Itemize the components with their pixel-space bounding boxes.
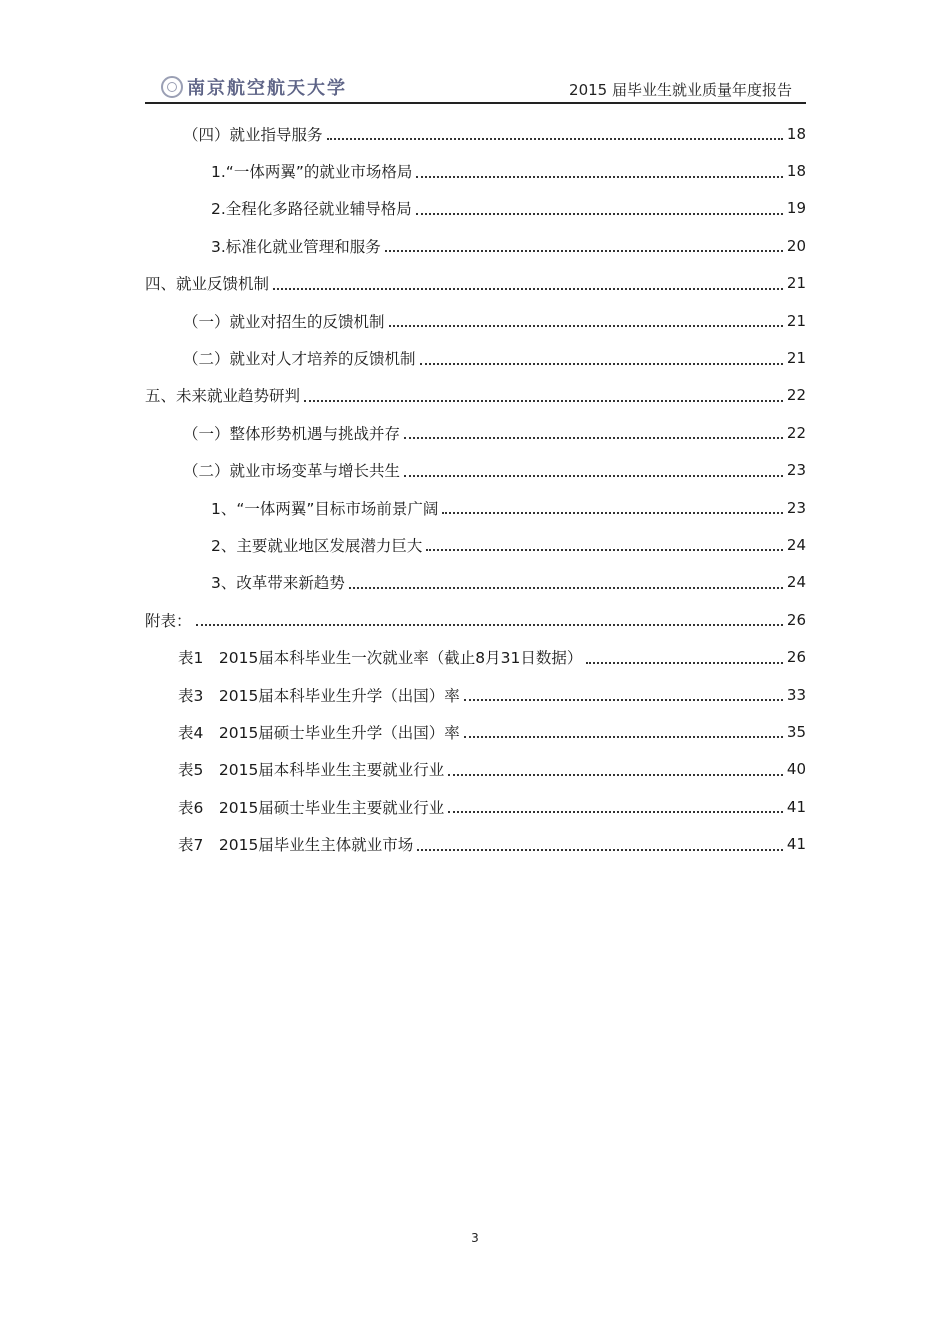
university-seal-icon: [161, 76, 183, 98]
toc-entry-label: （一）就业对招生的反馈机制: [183, 310, 387, 332]
toc-entry-label: 1.“一体两翼”的就业市场格局: [211, 160, 414, 182]
toc-entry[interactable]: [145, 265, 806, 302]
toc-entry-page: 21: [786, 311, 806, 330]
toc-entry-label: 表4 2015届硕士毕业生升学（出国）率: [178, 721, 462, 743]
toc-entry-page: 19: [786, 199, 806, 218]
toc-entry[interactable]: [145, 414, 806, 451]
toc-leader-dots: [385, 249, 783, 252]
toc-entry-page: 22: [786, 423, 806, 442]
toc-leader-dots: [464, 698, 783, 701]
toc-entry-page: 18: [786, 124, 806, 143]
toc-entry-page: 41: [786, 835, 806, 854]
toc-entry[interactable]: [145, 377, 806, 414]
toc-leader-dots: [420, 362, 783, 365]
toc-leader-dots: [448, 773, 783, 776]
toc-entry[interactable]: [145, 489, 806, 526]
toc-entry[interactable]: [145, 190, 806, 227]
toc-entry[interactable]: [145, 302, 806, 339]
toc-entry-page: 20: [786, 236, 806, 255]
toc-entry-page: 26: [786, 610, 806, 629]
page-number: 3: [471, 1231, 479, 1245]
toc-entry-label: （二）就业市场变革与增长共生: [183, 459, 402, 481]
toc-entry[interactable]: [145, 788, 806, 825]
toc-entry-label: 表3 2015届本科毕业生升学（出国）率: [178, 684, 462, 706]
toc-entry[interactable]: [145, 115, 806, 152]
toc-entry-label: 表6 2015届硕士毕业生主要就业行业: [178, 796, 446, 818]
toc-entry-page: 18: [786, 162, 806, 181]
toc-entry-label: 四、就业反馈机制: [145, 272, 271, 294]
toc-entry[interactable]: [145, 564, 806, 601]
toc-leader-dots: [442, 511, 782, 514]
toc-leader-dots: [304, 399, 783, 402]
toc-leader-dots: [327, 137, 783, 140]
toc-leader-dots: [586, 661, 783, 664]
toc-entry[interactable]: [145, 227, 806, 264]
toc-entry[interactable]: [145, 825, 806, 862]
toc-entry-page: 26: [786, 648, 806, 667]
toc-entry[interactable]: [145, 713, 806, 750]
toc-entry-label: 3、改革带来新趋势: [211, 571, 347, 593]
toc-entry-label: 2、主要就业地区发展潜力巨大: [211, 534, 424, 556]
university-logo: [161, 74, 347, 100]
toc-entry[interactable]: [145, 526, 806, 563]
table-of-contents: [145, 115, 806, 863]
toc-entry-page: 21: [786, 349, 806, 368]
toc-entry[interactable]: [145, 601, 806, 638]
toc-entry-label: 1、“一体两翼”目标市场前景广阔: [211, 497, 440, 519]
toc-leader-dots: [389, 324, 783, 327]
toc-entry-label: 附表：: [145, 609, 194, 631]
toc-entry[interactable]: [145, 152, 806, 189]
toc-entry-label: 表1 2015届本科毕业生一次就业率（截止8月31日数据）: [178, 646, 584, 668]
toc-leader-dots: [417, 848, 783, 851]
toc-entry-page: 23: [786, 461, 806, 480]
toc-entry-page: 33: [786, 685, 806, 704]
page-header: [145, 70, 806, 104]
toc-entry-page: 40: [786, 760, 806, 779]
toc-leader-dots: [196, 623, 783, 626]
toc-leader-dots: [404, 436, 783, 439]
toc-entry-page: 41: [786, 797, 806, 816]
toc-entry-label: 表7 2015届毕业生主体就业市场: [178, 833, 415, 855]
toc-leader-dots: [349, 586, 783, 589]
toc-entry[interactable]: [145, 452, 806, 489]
toc-leader-dots: [416, 175, 783, 178]
toc-entry-label: （二）就业对人才培养的反馈机制: [183, 347, 418, 369]
toc-entry-page: 21: [786, 274, 806, 293]
toc-entry-page: 22: [786, 386, 806, 405]
toc-entry-page: 24: [786, 573, 806, 592]
toc-entry-label: （一）整体形势机遇与挑战并存: [183, 422, 402, 444]
report-title: 2015 届毕业生就业质量年度报告: [569, 81, 792, 99]
toc-leader-dots: [404, 474, 783, 477]
toc-entry-label: 五、未来就业趋势研判: [145, 384, 302, 406]
toc-leader-dots: [464, 735, 783, 738]
toc-leader-dots: [416, 212, 783, 215]
toc-entry[interactable]: [145, 751, 806, 788]
toc-leader-dots: [273, 287, 783, 290]
toc-entry[interactable]: [145, 339, 806, 376]
toc-entry-page: 24: [786, 535, 806, 554]
toc-entry[interactable]: [145, 676, 806, 713]
toc-leader-dots: [448, 810, 783, 813]
toc-entry-page: 23: [786, 498, 806, 517]
toc-entry-label: 3.标准化就业管理和服务: [211, 235, 383, 257]
toc-entry-label: 表5 2015届本科毕业生主要就业行业: [178, 758, 446, 780]
toc-entry-label: 2.全程化多路径就业辅导格局: [211, 197, 414, 219]
toc-entry-page: 35: [786, 722, 806, 741]
university-name: 南京航空航天大学: [187, 78, 347, 99]
toc-entry-label: （四）就业指导服务: [183, 123, 325, 145]
toc-leader-dots: [426, 548, 783, 551]
toc-entry[interactable]: [145, 638, 806, 675]
